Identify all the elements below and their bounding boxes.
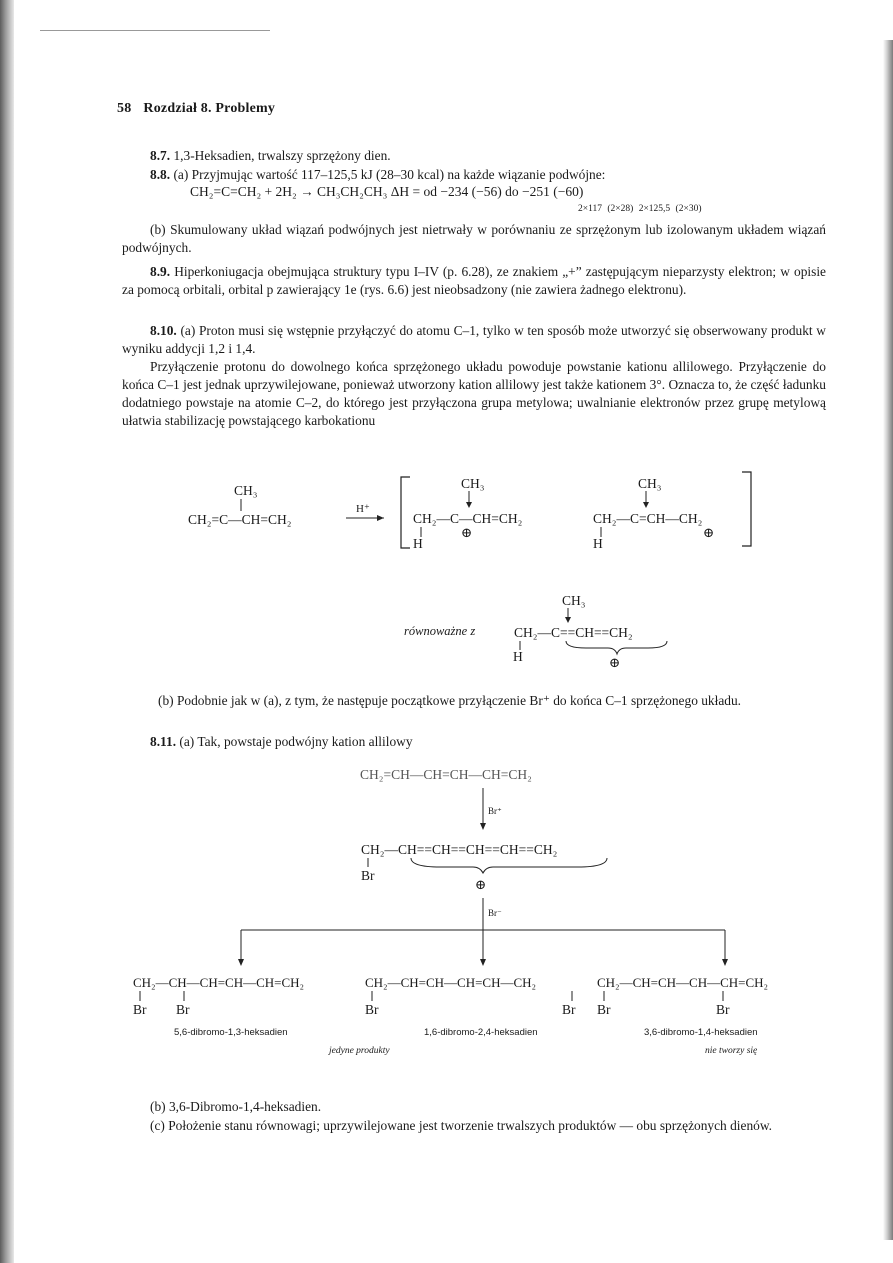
product-2-name: 1,6-dibromo-2,4-heksadien <box>424 1027 538 1038</box>
reagent-br-minus: Br⁻ <box>488 908 502 918</box>
hybrid-h: H <box>513 649 523 664</box>
delocalization-brace <box>411 858 607 873</box>
product-2-formula: CH₂—CH=CH—CH=CH—CH₂ <box>365 975 537 990</box>
product-3-br: Br <box>716 1002 730 1017</box>
form1-charge: ⊕ <box>461 525 473 540</box>
problem-number: 8.8. <box>150 167 171 182</box>
hexatriene-formula: CH₂=CH—CH=CH—CH=CH₂ <box>360 767 532 782</box>
form1-ch3: CH₃ <box>461 476 485 491</box>
form2-charge: ⊕ <box>703 525 715 540</box>
products-note: jedyne produkty <box>329 1046 390 1056</box>
reactant-formula: CH₂=C—CH=CH₂ <box>188 512 292 527</box>
reagent-br-plus: Br⁺ <box>488 806 502 816</box>
product-3-formula: CH₂—CH=CH—CH—CH=CH₂ <box>597 975 769 990</box>
product-1-br: Br <box>133 1002 147 1017</box>
form2-h: H <box>593 536 603 551</box>
problem-number: 8.10. <box>150 323 177 338</box>
form1-h: H <box>413 536 423 551</box>
product-3-br: Br <box>597 1002 611 1017</box>
problem-number: 8.11. <box>150 734 177 749</box>
cation-formula: CH₂—CH==CH==CH==CH==CH₂ <box>361 842 558 857</box>
problem-number: 8.7. <box>150 148 171 163</box>
hybrid-ch3: CH₃ <box>562 593 586 608</box>
equation-subvalues: 2×117 (2×28) 2×125,5 (2×30) <box>578 204 702 214</box>
problem-number: 8.9. <box>150 264 171 279</box>
chapter-title: Rozdział 8. Problemy <box>143 101 276 116</box>
arrow-head <box>722 959 728 966</box>
equivalent-label: równoważne z <box>404 624 476 638</box>
hybrid-formula: CH₂—C==CH==CH₂ <box>514 625 633 640</box>
product-1-name: 5,6-dibromo-1,3-heksadien <box>174 1027 288 1038</box>
problem-8-8-b: (b) Skumulowany układ wiązań podwójnych jest nietrwały w porównaniu ze sprzężonym lub izolowanym układem wiązań podwójnych. <box>122 222 826 255</box>
not-formed-note: nie tworzy się <box>705 1046 758 1056</box>
product-2-br: Br <box>562 1002 576 1017</box>
hydrogenation-equation: CH₂=C=CH₂ + 2H₂ → CH₃CH₂CH₃ ΔH = od −234 (−56) do −251 (−60) <box>190 184 584 199</box>
reagent-h-plus: H⁺ <box>356 503 370 515</box>
problem-8-10-explanation: Przyłączenie protonu do dowolnego końca sprzężonego układu powoduje powstanie kationu allilowego. Przyłączenie do końca C–1 jest jednak uprzywilejowane, ponieważ utworzony kation allilowy jest także kationem 3°. Oznacza to, że część ładunku dodatniego powstaje na atomie C–2, do którego jest przyłączona grupa metylowa; uwalnianie elektronów przez grupę metylową ułatwia stabilizację powstającego karbokationu <box>122 359 826 428</box>
product-3-name: 3,6-dibromo-1,4-heksadien <box>644 1027 758 1038</box>
form1-formula: CH₂—C—CH=CH₂ <box>413 511 523 526</box>
product-2-br: Br <box>365 1002 379 1017</box>
problem-text: (a) Tak, powstaje podwójny kation allilowy <box>179 734 413 749</box>
product-1-formula: CH₂—CH—CH=CH—CH=CH₂ <box>133 975 305 990</box>
cation-charge: ⊕ <box>475 877 487 892</box>
arrow-head <box>480 959 486 966</box>
arrow-head <box>238 959 244 966</box>
reactant-ch3: CH₃ <box>234 483 258 498</box>
hybrid-charge: ⊕ <box>609 655 621 670</box>
page-number: 58 <box>117 101 132 116</box>
arrow-head <box>480 823 486 830</box>
problem-text: (a) Proton musi się wstępnie przyłączyć do atomu C–1, tylko w ten sposób może utworzyć się obserwowany produkt w wyniku addycji 1,2 i 1,4. <box>122 323 826 356</box>
problem-text: (a) Przyjmując wartość 117–125,5 kJ (28–30 kcal) na każde wiązanie podwójne: <box>173 167 606 182</box>
problem-text: 1,3-Heksadien, trwalszy sprzężony dien. <box>173 148 391 163</box>
problem-8-10-b: (b) Podobnie jak w (a), z tym, że następuje początkowe przyłączenie Br⁺ do końca C–1 sprzężonego układu. <box>158 693 742 708</box>
form2-formula: CH₂—C=CH—CH₂ <box>593 511 703 526</box>
product-1-br: Br <box>176 1002 190 1017</box>
form2-ch3: CH₃ <box>638 476 662 491</box>
cation-br: Br <box>361 868 375 883</box>
problem-8-11-b: (b) 3,6-Dibromo-1,4-heksadien. <box>150 1099 322 1114</box>
problem-text: Hiperkoniugacja obejmująca struktury typu I–IV (p. 6.28), ze znakiem „+” zastępującym nieparzysty elektron; w opisie za pomocą orbitali, orbital p zawierający 1e (rys. 6.6) jest nieobsadzony (nie zawiera żadnego elektronu). <box>122 264 826 297</box>
problem-8-11-c: (c) Położenie stanu równowagi; uprzywilejowane jest tworzenie trwalszych produktów — obu sprzężonych dienów. <box>150 1118 772 1133</box>
